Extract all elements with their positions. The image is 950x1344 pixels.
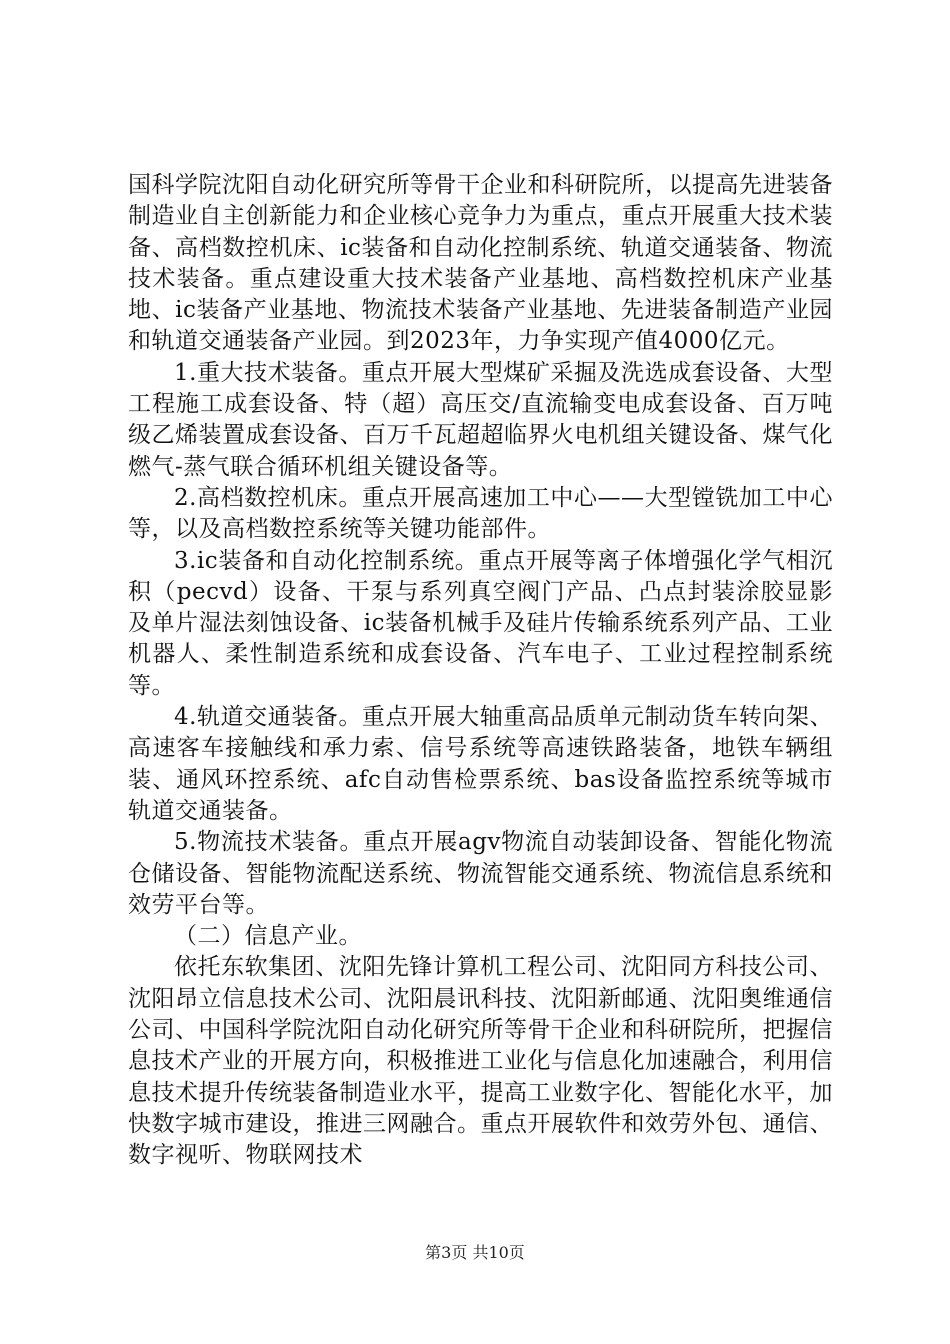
paragraph-intro: 国科学院沈阳自动化研究所等骨干企业和科研院所，以提高先进装备制造业自主创新能力和企业核心竞争力为重点，重点开展重大技术装备、高档数控机床、ic装备和自动化控制系统、轨道交通装备、物流技术装备。重点建设重大技术装备产业基地、高档数控机床产业基地、ic装备产业基地、物流技术装备产业基地、先进装备制造产业园和轨道交通装备产业园。到2023年，力争实现产值4000亿元。 bbox=[128, 172, 833, 355]
paragraph-item-2: 2.高档数控机床。重点开展高速加工中心——大型镗铣加工中心等，以及高档数控系统等关键功能部件。 bbox=[128, 484, 833, 543]
paragraph-info-industry: 依托东软集团、沈阳先锋计算机工程公司、沈阳同方科技公司、沈阳昂立信息技术公司、沈阳晨讯科技、沈阳新邮通、沈阳奥维通信公司、中国科学院沈阳自动化研究所等骨干企业和科研院所，把握信息技术产业的开展方向，积极推进工业化与信息化加速融合，利用信息技术提升传统装备制造业水平，提高工业数字化、智能化水平，加快数字城市建设，推进三网融合。重点开展软件和效劳外包、通信、数字视听、物联网技术 bbox=[128, 954, 833, 1169]
page-number-footer: 第3页 共10页 bbox=[425, 1243, 525, 1262]
section-heading: （二）信息产业。 bbox=[174, 923, 362, 950]
paragraph-item-3: 3.ic装备和自动化控制系统。重点开展等离子体增强化学气相沉积（pecvd）设备、干泵与系列真空阀门产品、凸点封装涂胶显影及单片湿法刻蚀设备、ic装备机械手及硅片传输系统系列产品、工业机器人、柔性制造系统和成套设备、汽车电子、工业过程控制系统等。 bbox=[128, 547, 833, 699]
paragraph-item-1: 1.重大技术装备。重点开展大型煤矿采掘及洗选成套设备、大型工程施工成套设备、特（超）高压交/直流输变电成套设备、百万吨级乙烯装置成套设备、百万千瓦超超临界火电机组关键设备、煤气化燃气-蒸气联合循环机组关键设备等。 bbox=[128, 359, 833, 480]
paragraph-item-5: 5.物流技术装备。重点开展agv物流自动装卸设备、智能化物流仓储设备、智能物流配送系统、物流智能交通系统、物流信息系统和效劳平台等。 bbox=[128, 829, 833, 918]
paragraph-item-4: 4.轨道交通装备。重点开展大轴重高品质单元制动货车转向架、高速客车接触线和承力索、信号系统等高速铁路装备，地铁车辆组装、通风环控系统、afc自动售检票系统、bas设备监控系统等城市轨道交通装备。 bbox=[128, 704, 833, 824]
document-body bbox=[128, 170, 833, 1172]
